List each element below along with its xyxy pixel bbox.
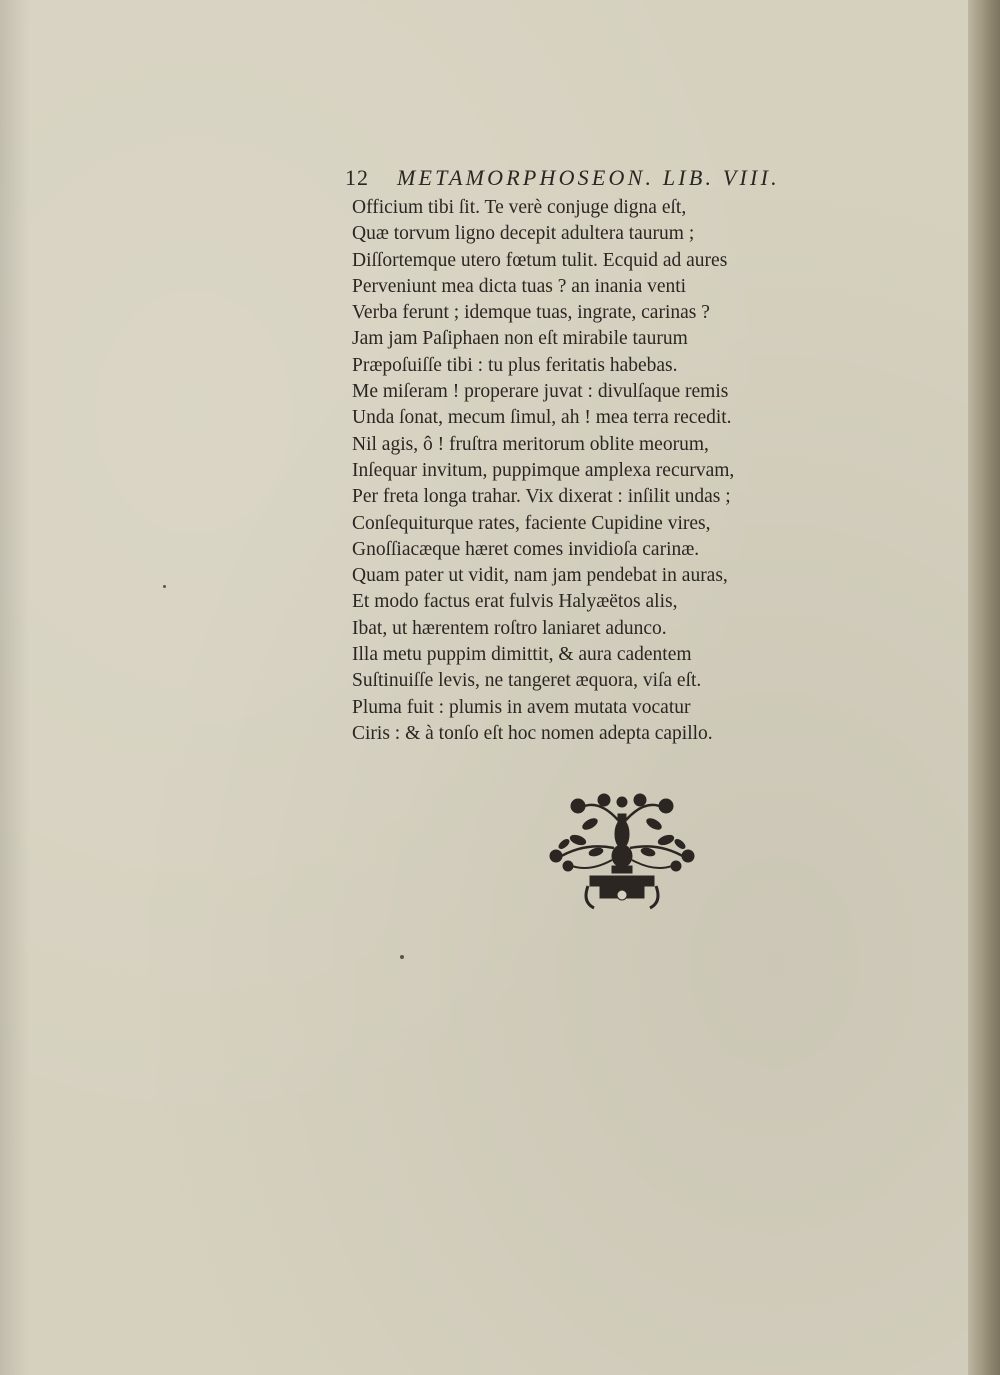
page-edge <box>968 0 1000 1375</box>
gutter-shadow <box>0 0 30 1375</box>
verse-line: Verba ferunt ; idemque tuas, ingrate, carinas ? <box>352 302 710 324</box>
ink-speck <box>163 585 166 588</box>
verse-line: Gnoſſiacæque hæret comes invidioſa carinæ. <box>352 538 700 560</box>
verse-line: Quam pater ut vidit, nam jam pendebat in auras, <box>352 565 728 587</box>
verse-line: Unda ſonat, mecum ſimul, ah ! mea terra recedit. <box>352 407 732 429</box>
verse-line: Jam jam Paſiphaen non eſt mirabile taurum <box>352 328 688 350</box>
verse-line: Nil agis, ô ! fruſtra meritorum oblite meorum, <box>352 433 709 455</box>
verse-line: Suſtinuiſſe levis, ne tangeret æquora, viſa eſt. <box>352 670 702 692</box>
verse-line: Me miſeram ! properare juvat : divulſaque remis <box>352 381 729 403</box>
page-number: 12 <box>345 165 369 190</box>
verse-line: Ibat, ut hærentem roſtro laniaret adunco. <box>352 617 667 639</box>
floral-vase-ornament-icon <box>538 790 706 915</box>
verse-line: Inſequar invitum, puppimque amplexa recurvam, <box>352 459 735 481</box>
verse-line: Quæ torvum ligno decepit adultera taurum ; <box>352 223 695 245</box>
page-header <box>345 164 825 192</box>
ink-speck <box>400 955 404 959</box>
verse-line: Conſequiturque rates, faciente Cupidine vires, <box>352 512 711 534</box>
verse-line: Officium tibi ſit. Te verè conjuge digna eſt, <box>352 197 687 218</box>
verse-line: Per freta longa trahar. Vix dixerat : inſilit undas ; <box>352 486 731 508</box>
verse-line: Præpoſuiſſe tibi : tu plus feritatis habebas. <box>352 354 678 376</box>
verse-line: Et modo factus erat fulvis Halyæëtos alis, <box>352 591 678 613</box>
verse-line: Ciris : & à tonſo eſt hoc nomen adepta capillo. <box>352 722 713 744</box>
verse-line: Illa metu puppim dimittit, & aura cadentem <box>352 644 692 666</box>
running-head: METAMORPHOSEON. LIB. VIII. <box>397 165 780 190</box>
verse-line: Pluma fuit : plumis in avem mutata vocatur <box>352 696 691 718</box>
verse-line: Diſſortemque utero fœtum tulit. Ecquid ad aures <box>352 249 728 271</box>
verse-line: Perveniunt mea dicta tuas ? an inania venti <box>352 275 687 297</box>
verse-block <box>352 195 812 747</box>
